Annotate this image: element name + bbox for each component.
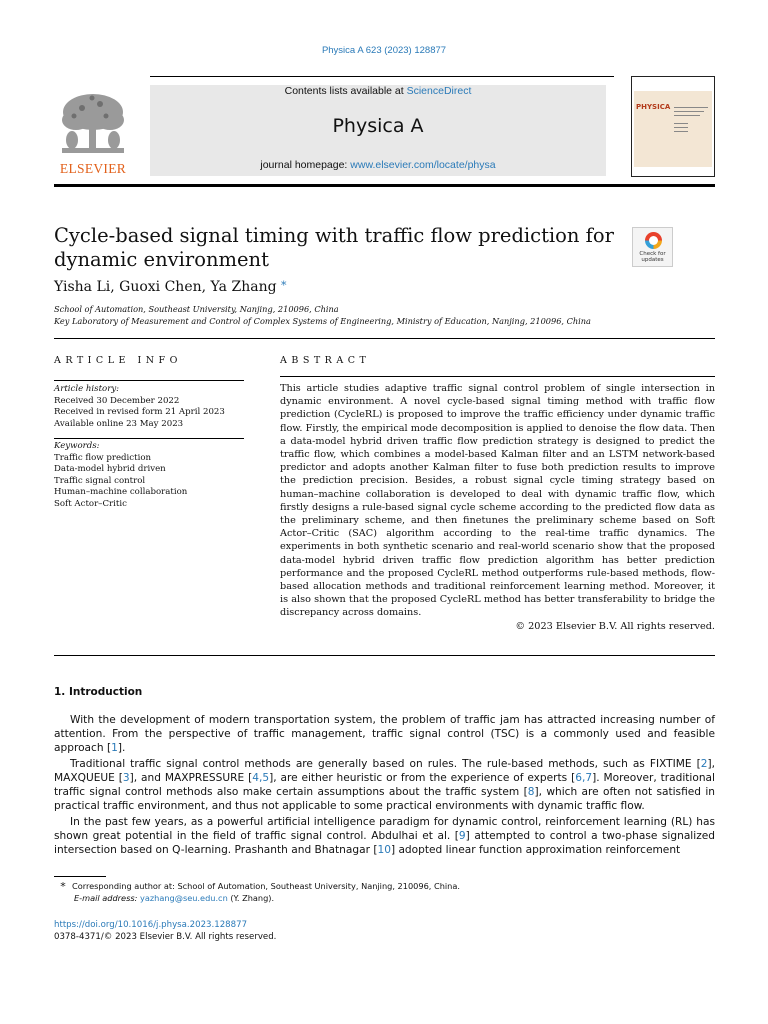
journal-name: Physica A (332, 115, 424, 137)
keywords-label: Keywords: (54, 441, 100, 451)
text-run: ] attempted to control a two-phase signalized intersection based on Q-learning. Prashanth and Bhatnagar [ (54, 829, 715, 856)
cover-line (674, 131, 688, 132)
article-title: Cycle-based signal timing with traffic flow prediction for dynamic environment (54, 224, 614, 271)
homepage-line (150, 159, 606, 171)
article-info-rule (54, 380, 244, 381)
keyword-item: Soft Actor–Critic (54, 498, 127, 509)
elsevier-tree-icon (54, 90, 132, 160)
text-run: Traditional traffic signal control methods are generally based on rules. The rule-based methods, such as FIXTIME [ (70, 758, 701, 770)
header-top-rule (150, 76, 614, 77)
issn-line: 0378-4371/© 2023 Elsevier B.V. All rights reserved. (54, 932, 277, 942)
abstract-bottom-rule (54, 655, 715, 656)
email-link[interactable]: yazhang@seu.edu.cn (140, 893, 228, 903)
title-block-rule (54, 338, 715, 339)
keyword-item: Traffic signal control (54, 475, 146, 486)
abstract-copyright: © 2023 Elsevier B.V. All rights reserved. (515, 621, 715, 632)
keyword-item: Human–machine collaboration (54, 487, 188, 498)
elsevier-wordmark: ELSEVIER (59, 161, 127, 176)
article-info-heading: ARTICLE INFO (54, 355, 182, 366)
contents-line (150, 85, 606, 97)
history-item: Received in revised form 21 April 2023 (54, 407, 225, 418)
article-history (54, 384, 244, 430)
header-bottom-rule (54, 184, 715, 187)
footnote-text: Corresponding author at: School of Automation, Southeast University, Nanjing, 210096, China. (72, 881, 460, 891)
history-item: Available online 23 May 2023 (54, 418, 184, 429)
email-label: E-mail address: (74, 893, 138, 903)
email-suffix: (Y. Zhang). (227, 893, 275, 903)
citation-link[interactable]: 6,7 (575, 771, 593, 784)
citation-link[interactable]: 8 (527, 785, 535, 798)
keyword-item: Data-model hybrid driven (54, 464, 166, 475)
citation-link[interactable]: 2 (700, 758, 708, 770)
cover-line (674, 111, 704, 112)
affiliation: School of Automation, Southeast University, Nanjing, 210096, China (54, 304, 339, 314)
corresponding-author-mark[interactable]: * (281, 279, 287, 292)
keywords-rule (54, 438, 244, 439)
author-names: Yisha Li, Guoxi Chen, Ya Zhang (54, 279, 277, 295)
keyword-item: Traffic flow prediction (54, 452, 152, 463)
doi-link[interactable]: https://doi.org/10.1016/j.physa.2023.128877 (54, 920, 248, 930)
intro-paragraph-1 (54, 714, 715, 756)
journal-cover-thumbnail[interactable] (631, 76, 715, 177)
corresponding-author-footnote (54, 880, 460, 893)
text-run: ] adopted linear function approximation reinforcement (390, 843, 681, 856)
cover-line (674, 115, 700, 116)
abstract-rule (280, 376, 715, 377)
journal-header-box (150, 85, 606, 176)
abstract-heading: ABSTRACT (280, 355, 371, 366)
text-run: In the past few years, as a powerful artificial intelligence paradigm for dynamic control, reinforcement learning (RL) has shown great potential in the field of traffic signal control. Abdulhai et al. [ (54, 816, 715, 842)
sciencedirect-link[interactable]: ScienceDirect (406, 85, 472, 97)
citation-link[interactable]: 10 (377, 843, 391, 856)
homepage-prefix: journal homepage: (260, 159, 351, 171)
cover-title: PHYSICA (636, 103, 671, 111)
text-run: ], MAXQUEUE [ (54, 758, 715, 784)
journal-homepage-link[interactable]: www.elsevier.com/locate/physa (350, 159, 496, 171)
journal-reference-link[interactable]: Physica A 623 (2023) 128877 (321, 45, 447, 56)
check-for-updates-badge[interactable] (632, 227, 673, 267)
history-item: Received 30 December 2022 (54, 395, 180, 406)
crossmark-label: Check for updates (639, 251, 666, 263)
email-footnote (74, 893, 274, 903)
keywords (54, 441, 244, 511)
footnote-mark: * (60, 880, 66, 893)
cover-line (674, 127, 688, 128)
crossmark-icon (645, 232, 662, 249)
text-run: ], which are often not satisfied in practical traffic environment, and thus not applicable to some practical environments with dynamic traffic flow. (54, 785, 715, 812)
history-label: Article history: (54, 384, 120, 394)
elsevier-logo[interactable] (54, 90, 132, 178)
footnote-rule (54, 876, 106, 877)
text-run: With the development of modern transportation system, the problem of traffic jam has attracted increasing number of attention. From the perspective of traffic management, traffic signal control (TSC) is a commonly used and feasible approach [ (54, 714, 715, 754)
text-run: ], and MAXPRESSURE [ (129, 771, 253, 784)
citation-link[interactable]: 4,5 (252, 771, 270, 784)
citation-link[interactable]: 9 (458, 829, 466, 842)
intro-paragraph-2 (54, 758, 715, 814)
text-run: ]. (117, 741, 126, 754)
cover-line (674, 123, 688, 124)
text-run: ]. Moreover, traditional traffic signal control methods also make certain assumptions about the traffic system [ (54, 771, 715, 798)
text-run: ], are either heuristic or from the experience of experts [ (269, 771, 576, 784)
affiliation: Key Laboratory of Measurement and Control of Complex Systems of Engineering, Ministry of Education, Nanjing, 210096, China (54, 316, 591, 326)
author-list (54, 279, 287, 295)
citation-link[interactable]: 1 (111, 741, 118, 754)
contents-prefix: Contents lists available at (284, 85, 407, 97)
intro-paragraph-3 (54, 816, 715, 858)
cover-line (674, 107, 708, 108)
citation-link[interactable]: 3 (122, 771, 130, 784)
section-heading-introduction: 1. Introduction (54, 686, 143, 698)
abstract-text: This article studies adaptive traffic signal control problem of single intersection in dynamic environment. A novel cycle-based signal timing method with traffic flow prediction (CycleRL) is proposed to improve the traffic efficiency under dynamic traffic flow. Firstly, the empirical mode decomposition is applied to denoise the flow data. Then a data-model hybrid driven traffic flow prediction strategy is designed to predict the traffic flow, which combines a model-based Kalman filter and an LSTM network-based predictor and adopts another Kalman filter to fuse both prediction results to improve the prediction precision. Besides, a robust signal cycle timing strategy based on human–machine collaboration is developed to deal with dynamic traffic flow, which firstly designs a rule-based signal cycle scheme according to the predicted flow data as the preliminary scheme, and then finetunes the preliminary scheme based on Soft Actor–Critic (SAC) algorithm according to the real-time traffic dynamics. The experiments in both synthetic scenario and real-world scenario show that the proposed data-model hybrid driven traffic flow prediction algorithm has better prediction performance and the proposed CycleRL method outperforms rule-based methods, flow-based allocation methods and traditional reinforcement learning method. Moreover, it is also shown that the proposed CycleRL method has better transferability to bridge the discrepancy across domains. (280, 383, 715, 619)
